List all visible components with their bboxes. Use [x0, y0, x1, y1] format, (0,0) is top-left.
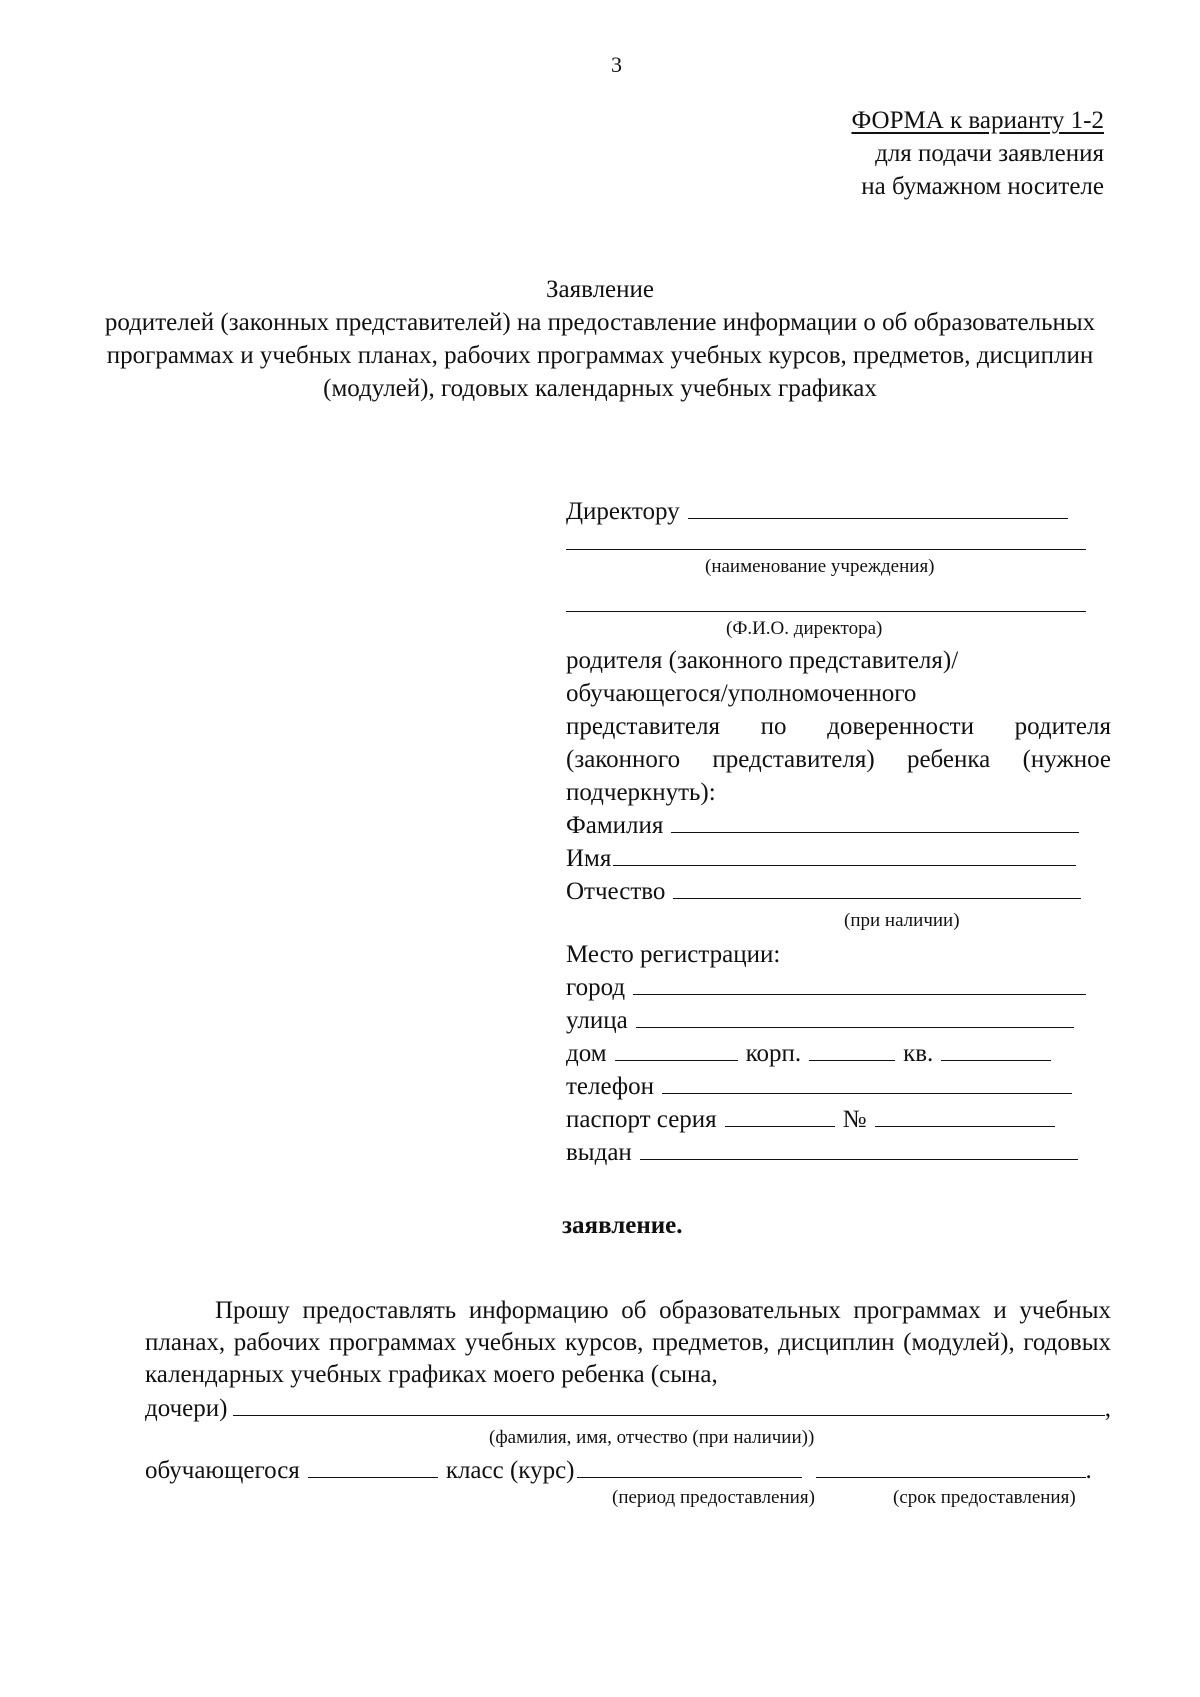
director-fio-input-line[interactable] — [566, 610, 1086, 612]
registration-label: Место регистрации: — [566, 941, 781, 968]
addressee-block — [566, 495, 1111, 1169]
surname-field — [566, 809, 1111, 842]
registration-heading — [566, 938, 1111, 971]
address-house-field — [566, 1037, 1111, 1070]
street-field — [566, 1004, 1111, 1037]
passport-field — [566, 1103, 1111, 1136]
application-subtitle: родителей (законных представителей) на предоставление информации о об образовательных программах и учебных планах, рабочих программах учебных курсов, предметов, дисциплин (модулей), годовых календарных учебных графиках — [104, 309, 1096, 402]
form-reference-title: ФОРМА к варианту 1-2 — [851, 107, 1104, 134]
city-label: город — [566, 974, 626, 1001]
director-input-line[interactable] — [688, 496, 1068, 519]
patronymic-label: Отчество — [566, 878, 666, 905]
director-label: Директору — [566, 498, 680, 525]
passport-number-input-line[interactable] — [875, 1104, 1055, 1127]
phone-label: телефон — [566, 1073, 654, 1100]
apartment-input-line[interactable] — [941, 1038, 1051, 1061]
applicant-type — [566, 644, 1111, 809]
house-label: дом — [566, 1040, 607, 1067]
house-input-line[interactable] — [615, 1038, 738, 1061]
fio-trailing-comma: , — [1104, 1395, 1111, 1422]
applicant-type-line-1: родителя (законного представителя)/ — [566, 647, 959, 674]
city-field — [566, 971, 1111, 1004]
applicant-type-line-2: обучающегося/уполномоченного — [566, 680, 917, 707]
phone-input-line[interactable] — [662, 1071, 1072, 1094]
form-reference-line-2: для подачи заявления — [875, 140, 1104, 167]
patronymic-caption: (при наличии) — [844, 910, 960, 931]
building-input-line[interactable] — [809, 1038, 895, 1061]
issued-input-line[interactable] — [640, 1137, 1078, 1160]
apartment-label: кв. — [903, 1040, 934, 1067]
passport-number-label: № — [842, 1106, 867, 1133]
period-caption: (период предоставления) — [612, 1487, 815, 1508]
patronymic-field — [566, 875, 1111, 908]
term-input-line[interactable] — [816, 1453, 1086, 1478]
passport-series-label: паспорт серия — [566, 1106, 717, 1133]
street-label: улица — [566, 1007, 628, 1034]
student-trailing-period: . — [1085, 1457, 1092, 1484]
student-input-line[interactable] — [308, 1453, 438, 1478]
child-fio-row — [145, 1391, 1111, 1423]
institution-caption: (наименование учреждения) — [705, 556, 935, 577]
name-input-line[interactable] — [613, 843, 1076, 866]
child-fio-input-line[interactable] — [233, 1391, 1104, 1416]
form-reference — [851, 104, 1104, 203]
name-field — [566, 842, 1111, 875]
building-label: корп. — [745, 1040, 802, 1067]
request-text: Прошу предоставлять информацию об образовательных программах и учебных планах, рабочих программах учебных курсов, предметов, дисциплин (модулей), годовых календарных учебных графиках моего ребенка (сына, — [145, 1297, 1111, 1388]
form-reference-line-3: на бумажном носителе — [861, 173, 1104, 200]
surname-input-line[interactable] — [671, 810, 1079, 833]
page-number: 3 — [611, 52, 622, 77]
daughter-label: дочери) — [145, 1395, 228, 1422]
phone-field — [566, 1070, 1111, 1103]
period-caption-row — [145, 1485, 1111, 1509]
institution-input-line[interactable] — [566, 548, 1086, 550]
surname-label: Фамилия — [566, 812, 664, 839]
student-label: обучающегося — [145, 1457, 300, 1484]
statement-word: заявление. — [562, 1212, 683, 1239]
issued-label: выдан — [566, 1139, 632, 1166]
application-heading — [100, 273, 1100, 405]
director-fio-caption: (Ф.И.О. директора) — [726, 618, 883, 639]
name-label: Имя — [566, 845, 612, 872]
period-input-line[interactable] — [577, 1453, 802, 1478]
passport-series-input-line[interactable] — [725, 1104, 835, 1127]
city-input-line[interactable] — [633, 972, 1086, 995]
director-field — [566, 495, 1111, 528]
issued-field — [566, 1136, 1111, 1169]
request-block — [145, 1295, 1111, 1509]
application-title: Заявление — [545, 276, 655, 303]
street-input-line[interactable] — [636, 1005, 1074, 1028]
patronymic-input-line[interactable] — [673, 876, 1081, 899]
child-fio-caption-row — [145, 1423, 1111, 1447]
term-caption: (срок предоставления) — [893, 1487, 1076, 1508]
applicant-type-line-3: представителя по доверенности родителя (законного представителя) ребенка (нужное подчеркнуть): — [566, 713, 1111, 806]
child-fio-caption: (фамилия, имя, отчество (при наличии)) — [489, 1427, 815, 1448]
student-row — [145, 1453, 1111, 1485]
class-label: класс (курс) — [445, 1457, 575, 1484]
